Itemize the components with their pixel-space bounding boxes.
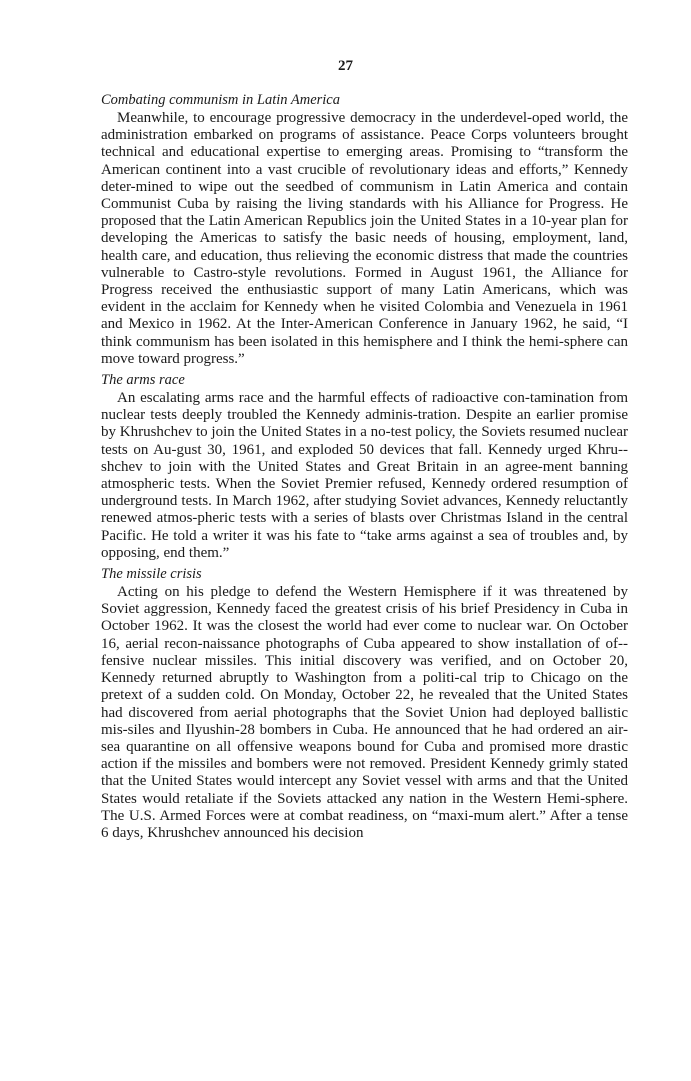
section-latin-america — [101, 90, 628, 368]
page-number: 27 — [338, 58, 353, 74]
section-arms-race — [101, 370, 628, 562]
section-heading: The missile crisis — [101, 566, 202, 583]
section-paragraph: An escalating arms race and the harmful effects of radioactive con-tamination from nuclear tests deeply troubled the Kennedy adminis-tration. Despite an earlier promise by Khrushchev to join the United States in a no-test policy, the Soviets resumed nuclear tests on Au-gust 30, 1961, and exploded 50 devices that fall. Kennedy urged Khru-shchev to join with the United States and Great Britain in an agree-ment banning atmospheric tests. When the Soviet Premier refused, Kennedy ordered resumption of underground tests. In March 1962, after studying Soviet advances, Kennedy reluctantly renewed atmos-pheric tests with a series of blasts over Christmas Island in the central Pacific. He told a writer it was his fate to “take arms against a sea of troubles and, by opposing, end them.” — [101, 390, 628, 561]
section-heading: Combating communism in Latin America — [101, 92, 340, 108]
page-content — [101, 90, 628, 842]
section-heading: The arms race — [101, 372, 185, 389]
section-missile-crisis — [101, 564, 628, 842]
section-paragraph: Acting on his pledge to defend the Western Hemisphere if it was threatened by Soviet aggression, Kennedy faced the greatest crisis of his brief Presidency in Cuba in October 1962. It was the closest the world had ever come to nuclear war. On October 16, aerial recon-naissance photographs of Cuba appeared to show installation of of-fensive nuclear missiles. This initial discovery was verified, and on October 20, Kennedy returned abruptly to Washington from a politi-cal trip to Chicago on the pretext of a sudden cold. On Monday, October 22, he revealed that the United States had discovered from aerial photographs that the Soviet Union had deployed ballistic mis-siles and Ilyushin-28 bombers in Cuba. He announced that he had ordered an air-sea quarantine on all offensive weapons bound for Cuba and promised more drastic action if the missiles and bombers were not removed. President Kennedy grimly stated that the United States would intercept any Soviet vessel with arms and that the United States would retaliate if the Soviets attacked any nation in the Western Hemi-sphere. The U.S. Armed Forces were at combat readiness, on “maxi-mum alert.” After a tense 6 days, Khrushchev announced his decision — [101, 584, 628, 841]
section-paragraph: Meanwhile, to encourage progressive democracy in the underdevel-oped world, the administration embarked on programs of assistance. Peace Corps volunteers brought technical and educational expertise to emerging areas. Promising to “transform the American continent into a vast crucible of revolutionary ideas and efforts,” Kennedy deter-mined to wipe out the seedbed of communism in Latin America and contain Communist Cuba by raising the living standards with his Alliance for Progress. He proposed that the Latin American Republics join the United States in a 10-year plan for developing the Americas to satisfy the basic needs of housing, employment, land, health care, and education, thus relieving the economic distress that made the countries vulnerable to Castro-style revolutions. Formed in August 1961, the Alliance for Progress received the enthusiastic support of many Latin Americans, which was evident in the acclaim for Kennedy when he visited Colombia and Venezuela in 1961 and Mexico in 1962. At the Inter-American Conference in January 1962, he said, “I think communism has been isolated in this hemisphere and I think the hemi-sphere can move toward progress.” — [101, 110, 628, 367]
